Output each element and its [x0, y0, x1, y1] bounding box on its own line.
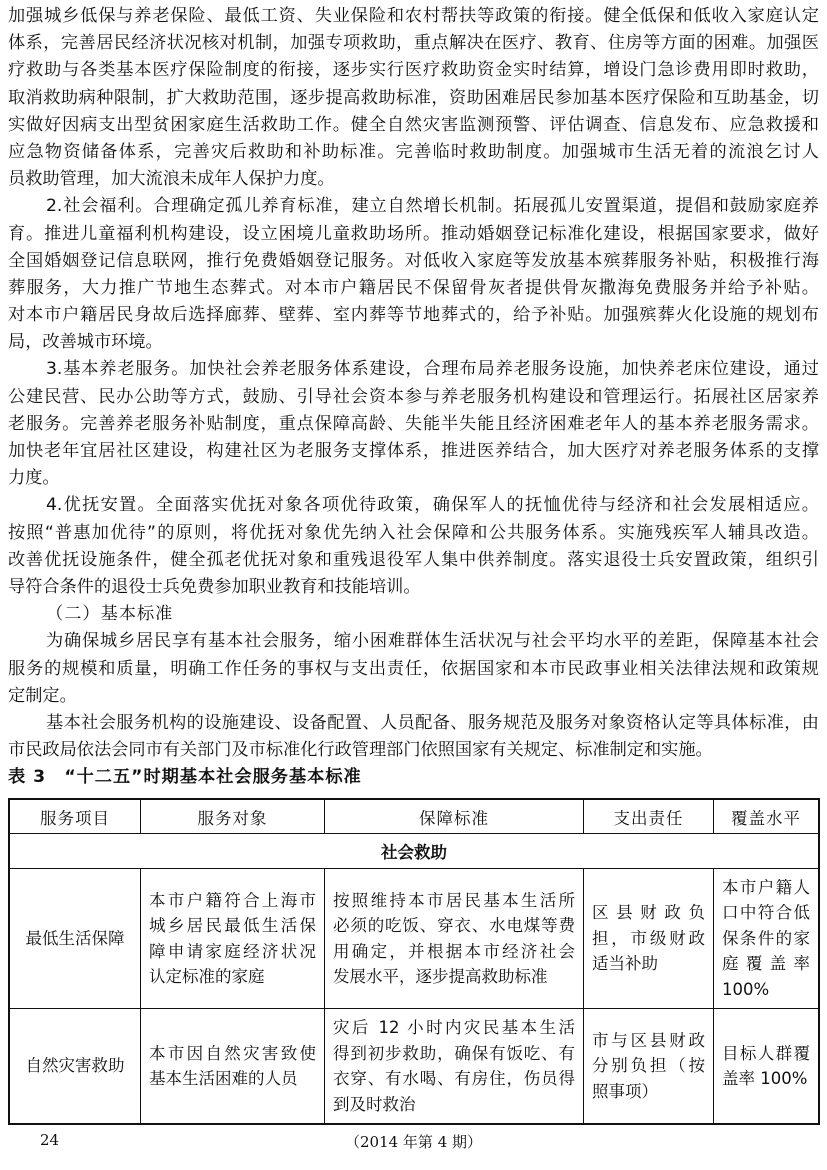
- header-cell: 服务对象: [141, 799, 325, 834]
- cell-line: 障申请家庭经济状况: [149, 941, 316, 961]
- table-cell: [714, 1009, 820, 1125]
- cell-line: 本市因自然灾害致使: [149, 1043, 316, 1063]
- cell-line: 基本生活困难的人员: [149, 1069, 298, 1088]
- cell-line: 认定标准的家庭: [149, 967, 265, 986]
- text-line: 定制定。: [8, 685, 77, 706]
- table-cell: [584, 869, 714, 1009]
- text-line: 全国婚姻登记信息联网，推行免费婚姻登记服务。对低收入家庭等发放基本殡葬服务补贴，积极推行海: [8, 250, 819, 271]
- text-line: 取消救助病种限制，扩大救助范围，逐步提高救助标准，资助困难居民参加基本医疗保险和互助基金，切: [8, 87, 819, 108]
- table-cell: [584, 1009, 714, 1125]
- text-line: 按照“普惠加优待”的原则，将优抚对象优先纳入社会保障和公共服务体系。实施残疾军人辅具改造。: [8, 522, 819, 543]
- text-line: 实做好因病支出型贫困家庭生活救助工作。健全自然灾害监测预警、评估调查、信息发布、应急救援和: [8, 114, 819, 135]
- section-cell: 社会救助: [9, 834, 819, 869]
- cell-line: 到及时救治: [333, 1094, 416, 1114]
- text-line: 局，改善城市环境。: [8, 332, 163, 353]
- cell-line: 庭覆盖率: [722, 954, 810, 974]
- cell-line: 区县财政负: [592, 903, 705, 923]
- table-cell: [325, 869, 584, 1009]
- cell-line: 口中符合低: [722, 903, 810, 923]
- table-cell: [9, 869, 141, 1009]
- paragraph-group: [8, 3, 819, 601]
- paragraph: [8, 356, 819, 492]
- header-cell: 支出责任: [584, 799, 714, 834]
- table-row: [9, 1009, 819, 1125]
- text-line: 3.基本养老服务。加快社会养老服务体系建设，合理布局养老服务设施，加快养老床位建设，通过: [46, 359, 819, 380]
- text-line: 体系，完善居民经济状况核对机制，加强专项救助，重点解决在医疗、教育、住房等方面的困难。加强医: [8, 33, 819, 54]
- issue-label: （2014 年第 4 期）: [344, 1133, 483, 1151]
- text-line: 公建民营、民办公助等方式，鼓励、引导社会资本参与养老服务机构建设和管理运行。拓展社区居家养: [8, 386, 819, 407]
- header-cell: 服务项目: [9, 799, 141, 834]
- text-line: 服务的规模和质量，明确工作任务的事权与支出责任，依据国家和本市民政事业相关法律法规和政策规: [8, 658, 819, 679]
- cell-line: 100%: [722, 979, 770, 999]
- cell-line: 照事项）: [592, 1081, 658, 1101]
- cell-line: 担，市级财政: [592, 928, 705, 948]
- page-number: 24: [40, 1131, 60, 1149]
- cell-line: 衣穿、有水喝、有房住，伤员得: [333, 1069, 575, 1088]
- text-line: 对本市户籍居民身故后选择廊葬、壁葬、室内葬等节地葬式的，给予补贴。加强殡葬火化设施的规划布: [8, 305, 819, 326]
- cell-line: 发展水平，逐步提高救助标准: [333, 967, 548, 986]
- header-cell: 覆盖水平: [714, 799, 820, 834]
- paragraph: [8, 492, 819, 601]
- cell-line: 用确定，并根据本市经济社会: [333, 941, 575, 961]
- text-line: 葬服务，大力推广节地生态葬式。对本市户籍居民不保留骨灰者提供骨灰撒海免费服务并给予补贴。: [8, 277, 819, 298]
- text-line: 老服务。完善养老服务补贴制度，重点保障高龄、失能半失能且经济困难老年人的基本养老服务需求。: [8, 413, 819, 434]
- paragraph: [8, 193, 819, 356]
- text-line: 市民政局依法会同市有关部门及市标准化行政管理部门依照国家有关规定、标准制定和实施。: [8, 740, 713, 761]
- paragraph: [8, 710, 819, 764]
- document-body: [8, 3, 819, 791]
- table-cell: [325, 1009, 584, 1125]
- cell-line: 最低生活保障: [25, 928, 125, 948]
- section-row: [9, 834, 819, 869]
- section-heading: （二）基本标准: [46, 604, 174, 625]
- cell-line: 灾后 12 小时内灾民基本生活: [333, 1018, 575, 1037]
- cell-line: 本市户籍人: [722, 877, 810, 897]
- cell-line: 保条件的家: [722, 928, 810, 948]
- cell-line: 得到初步救助，确保有饭吃、有: [333, 1043, 575, 1063]
- cell-line: 按照维持本市居民基本生活所: [333, 890, 575, 910]
- cell-line: 本市户籍符合上海市: [149, 890, 316, 910]
- text-line: 为确保城乡居民享有基本社会服务，缩小困难群体生活状况与社会平均水平的差距，保障基本社会: [46, 631, 819, 652]
- text-line: 加快老年宜居社区建设，构建社区为老服务支撑体系，推进医养结合，加大医疗对养老服务体系的支撑: [8, 441, 819, 461]
- header-cell: 保障标准: [325, 799, 584, 834]
- cell-line: 分别负担（按: [592, 1056, 705, 1076]
- table-cell: [9, 1009, 141, 1125]
- paragraph: [8, 3, 819, 193]
- text-line: 力度。: [8, 468, 60, 489]
- cell-line: 盖率 100%: [722, 1069, 808, 1088]
- table-title: 表 3 “十二五”时期基本社会服务基本标准: [8, 767, 362, 788]
- text-line: 育。推进儿童福利机构建设，设立困境儿童救助场所。推动婚姻登记标准化建设，根据国家要求，做好: [8, 223, 819, 244]
- text-line: 4.优抚安置。全面落实优抚对象各项优待政策，确保军人的抚恤优待与经济和社会发展相适应。: [46, 495, 819, 516]
- text-line: 2.社会福利。合理确定孤儿养育标准，建立自然增长机制。拓展孤儿安置渠道，提倡和鼓励家庭养: [46, 196, 819, 217]
- paragraph-group: [8, 628, 819, 764]
- table-cell: [141, 869, 325, 1009]
- cell-line: 市与区县财政: [592, 1030, 705, 1050]
- table-row: [9, 869, 819, 1009]
- text-line: 改善优抚设施条件，健全孤老优抚对象和重残退役军人集中供养制度。落实退役士兵安置政策，组织引: [8, 549, 819, 570]
- table-header-row: [9, 799, 819, 834]
- cell-line: 适当补助: [592, 954, 658, 974]
- table-cell: [141, 1009, 325, 1125]
- table-cell: [714, 869, 820, 1009]
- text-line: 导符合条件的退役士兵免费参加职业教育和技能培训。: [8, 576, 421, 597]
- text-line: 应急物资储备体系，完善灾后救助和补助标准。完善临时救助制度。加强城市生活无着的流浪乞讨人: [8, 141, 819, 162]
- cell-line: 目标人群覆: [722, 1043, 810, 1063]
- text-line: 员救助管理，加大流浪未成年人保护力度。: [8, 169, 335, 190]
- cell-line: 必须的吃饭、穿衣、水电煤等费: [333, 916, 575, 935]
- text-line: 疗救助与各类基本医疗保险制度的衔接，逐步实行医疗救助资金实时结算，增设门急诊费用即时救助，: [8, 60, 819, 81]
- text-line: 加强城乡低保与养老保险、最低工资、失业保险和农村帮扶等政策的衔接。健全低保和低收入家庭认定: [8, 6, 819, 26]
- cell-line: 城乡居民最低生活保: [149, 916, 316, 935]
- paragraph: [8, 628, 819, 710]
- text-line: 基本社会服务机构的设施建设、设备配置、人员配备、服务规范及服务对象资格认定等具体标准，由: [46, 712, 819, 733]
- cell-line: 自然灾害救助: [25, 1056, 125, 1076]
- standards-table: [8, 798, 820, 1125]
